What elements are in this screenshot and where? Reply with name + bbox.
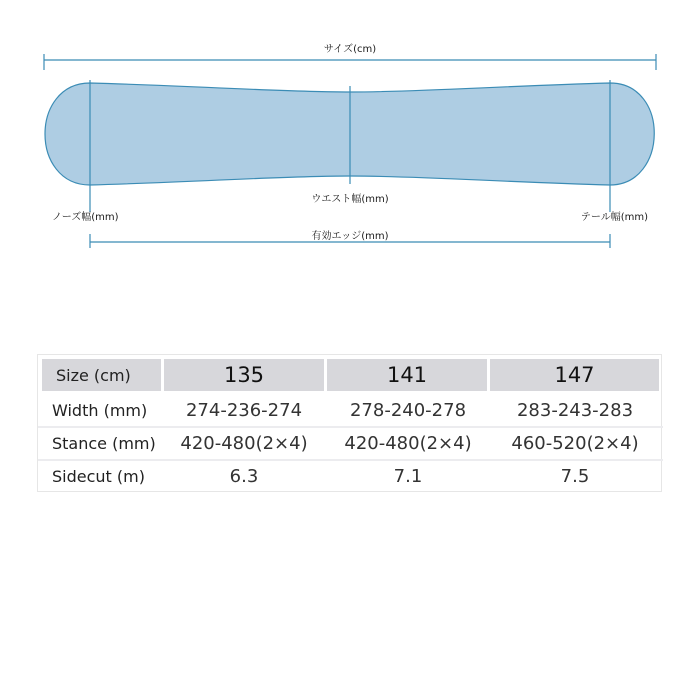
sidecut-value-147: 7.5: [560, 465, 590, 487]
width-value-135: 274-236-274: [185, 399, 303, 421]
size-dimension-line: [44, 54, 656, 70]
spec-table: [37, 354, 662, 492]
width-value-141: 278-240-278: [349, 399, 467, 421]
stance-value-147: 460-520(2×4): [511, 432, 639, 454]
tail-label: テール幅(mm): [580, 212, 648, 223]
width-row-label: Width (mm): [52, 400, 148, 420]
table-row-width: [38, 395, 663, 425]
nose-label: ノーズ幅(mm): [52, 212, 119, 223]
stance-value-141: 420-480(2×4): [344, 432, 472, 454]
size-header-135: 135: [164, 359, 324, 391]
table-row-stance: [38, 428, 663, 458]
size-header-141: 141: [327, 359, 487, 391]
sidecut-value-141: 7.1: [393, 465, 423, 487]
snowboard-diagram: [0, 0, 700, 300]
size-header-label: Size (cm): [42, 359, 161, 391]
table-row-sidecut: [38, 461, 663, 491]
sidecut-value-135: 6.3: [229, 465, 259, 487]
waist-label: ウエスト幅(mm): [311, 194, 389, 205]
stance-row-label: Stance (mm): [52, 433, 156, 453]
effective-edge-label: 有効エッジ(mm): [311, 231, 389, 242]
size-header-147: 147: [490, 359, 659, 391]
stance-value-135: 420-480(2×4): [180, 432, 308, 454]
width-value-147: 283-243-283: [516, 399, 634, 421]
table-header-row: [38, 355, 663, 395]
sidecut-row-label: Sidecut (m): [52, 466, 145, 486]
size-label: サイズ(cm): [323, 44, 377, 55]
